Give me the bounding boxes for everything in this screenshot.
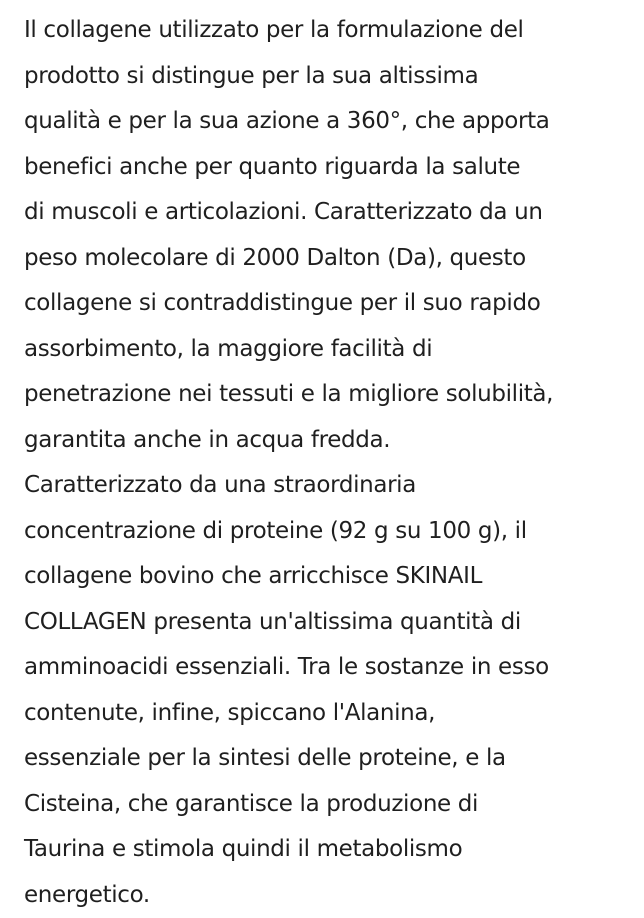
description-line-9: penetrazione nei tessuti e la migliore solubilità, [24, 372, 636, 418]
description-line-15: amminoacidi essenziali. Tra le sostanze in esso [24, 645, 636, 691]
description-line-5: di muscoli e articolazioni. Caratterizzato da un [24, 190, 636, 236]
description-line-19: Taurina e stimola quindi il metabolismo [24, 827, 636, 873]
description-line-1: Il collagene utilizzato per la formulazione del [24, 8, 636, 54]
description-line-7: collagene si contraddistingue per il suo rapido [24, 281, 636, 327]
description-line-11: Caratterizzato da una straordinaria [24, 463, 636, 509]
description-line-6: peso molecolare di 2000 Dalton (Da), questo [24, 236, 636, 282]
description-line-14: COLLAGEN presenta un'altissima quantità di [24, 600, 636, 646]
description-line-4: benefici anche per quanto riguarda la salute [24, 145, 636, 191]
description-line-8: assorbimento, la maggiore facilità di [24, 327, 636, 373]
description-line-18: Cisteina, che garantisce la produzione di [24, 782, 636, 828]
product-description [24, 8, 636, 918]
description-line-17: essenziale per la sintesi delle proteine, e la [24, 736, 636, 782]
description-line-10: garantita anche in acqua fredda. [24, 418, 636, 464]
description-line-20: energetico. [24, 873, 636, 918]
description-line-3: qualità e per la sua azione a 360°, che apporta [24, 99, 636, 145]
description-line-2: prodotto si distingue per la sua altissima [24, 54, 636, 100]
description-line-13: collagene bovino che arricchisce SKINAIL [24, 554, 636, 600]
description-line-16: contenute, infine, spiccano l'Alanina, [24, 691, 636, 737]
description-line-12: concentrazione di proteine (92 g su 100 g), il [24, 509, 636, 555]
